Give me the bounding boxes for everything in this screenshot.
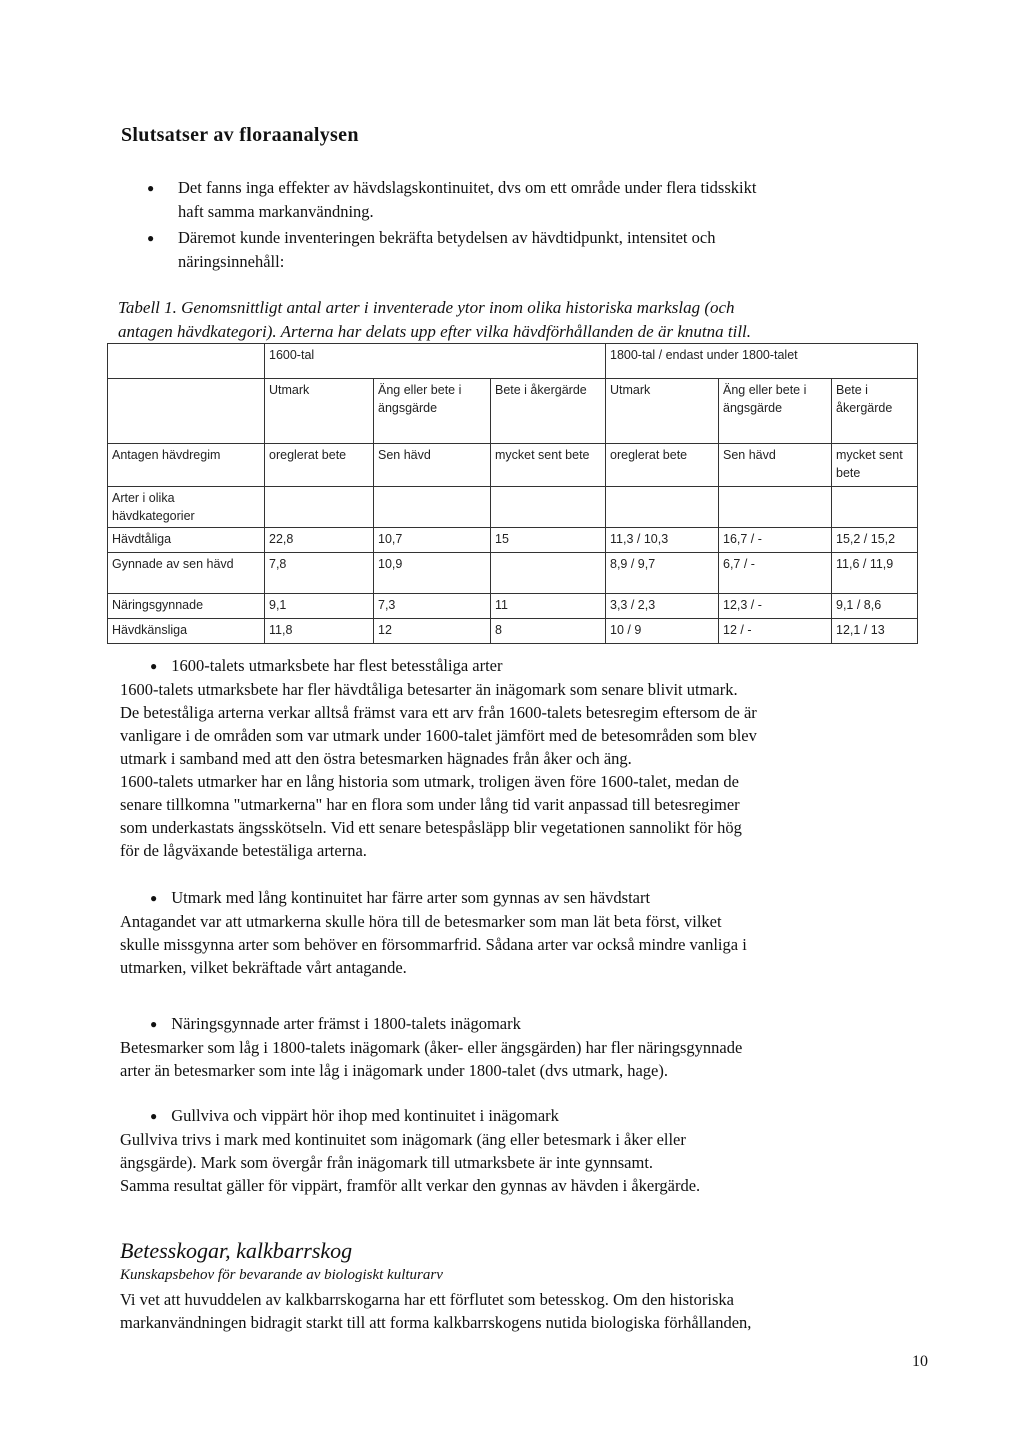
value-cell: 10,7	[374, 528, 491, 553]
value-cell: 15,2 / 15,2	[832, 528, 918, 553]
section-bullet-text: Näringsgynnade arter främst i 1800-talets inägomark	[171, 1014, 521, 1033]
para-line: Gullviva trivs i mark med kontinuitet som inägomark (äng eller betesmark i åker eller	[120, 1130, 686, 1149]
value-cell: 22,8	[265, 528, 374, 553]
section-bullet-1	[150, 654, 503, 678]
bullet-line: näringsinnehåll:	[178, 252, 285, 271]
bullet-dot-icon: ●	[150, 1109, 158, 1123]
empty-cell	[374, 487, 491, 528]
row-label: Arter i olika hävdkategorier	[108, 487, 265, 528]
section-paragraph-1	[120, 678, 910, 862]
value-cell: 9,1	[265, 594, 374, 619]
bullet-dot-icon: ●	[150, 1017, 158, 1031]
value-cell: 6,7 / -	[719, 553, 832, 594]
value-cell: 12 / -	[719, 619, 832, 644]
row-label: Antagen hävdregim	[108, 444, 265, 487]
regime-cell: oreglerat bete	[265, 444, 374, 487]
para-line: utmarken, vilket bekräftade vårt antagande.	[120, 958, 407, 977]
value-cell: 12,3 / -	[719, 594, 832, 619]
corner-cell	[108, 344, 265, 379]
para-line: för de lågväxande betestäliga arterna.	[120, 841, 367, 860]
bullet-line: Det fanns inga effekter av hävdslagskontinuitet, dvs om ett område under flera tidsskikt	[178, 178, 757, 197]
col-head: Utmark	[265, 379, 374, 444]
value-cell: 7,8	[265, 553, 374, 594]
intro-bullet-2	[147, 226, 910, 274]
bullet-dot-icon: ●	[150, 891, 158, 905]
caption-line: antagen hävdkategori). Arterna har delats upp efter vilka hävdförhållanden de är knutna till.	[118, 322, 752, 341]
section-bullet-2	[150, 886, 650, 910]
para-line: som underkastats ängsskötseln. Vid ett senare betespåsläpp blir vegetationen sannolikt för hög	[120, 818, 742, 837]
para-line: senare tillkomna "utmarkerna" har en flora som under lång tid varit anpassad till betesregimer	[120, 795, 740, 814]
section-heading: Slutsatser av floraanalysen	[121, 124, 359, 146]
table-caption	[118, 296, 751, 344]
value-cell: 11	[491, 594, 606, 619]
regime-cell: oreglerat bete	[606, 444, 719, 487]
section-paragraph-4	[120, 1128, 910, 1197]
value-cell: 11,8	[265, 619, 374, 644]
period-1600-header: 1600-tal	[265, 344, 606, 379]
bullet-dot-icon: ●	[147, 181, 155, 195]
row-label: Näringsgynnade	[108, 594, 265, 619]
para-line: markanvändningen bidragit starkt till att forma kalkbarrskogens nutida biologiska förhållanden,	[120, 1313, 752, 1332]
para-line: 1600-talets utmarksbete har fler hävdtåliga betesarter än inägomark som senare blivit utmark.	[120, 680, 738, 699]
value-cell: 8	[491, 619, 606, 644]
empty-cell	[606, 487, 719, 528]
value-cell	[491, 553, 606, 594]
table-row	[108, 619, 918, 644]
empty-cell	[832, 487, 918, 528]
value-cell: 12,1 / 13	[832, 619, 918, 644]
para-line: arter än betesmarker som inte låg i inägomark under 1800-talet (dvs utmark, hage).	[120, 1061, 668, 1080]
section-bullet-4	[150, 1104, 559, 1128]
value-cell: 3,3 / 2,3	[606, 594, 719, 619]
col-head: Bete i åkergärde	[832, 379, 918, 444]
regime-cell: Sen hävd	[719, 444, 832, 487]
para-line: Samma resultat gäller för vippärt, framför allt verkar den gynnas av hävden i åkergärde.	[120, 1176, 701, 1195]
col-head: Äng eller bete i ängsgärde	[374, 379, 491, 444]
empty-cell	[265, 487, 374, 528]
section-bullet-text: Gullviva och vippärt hör ihop med kontinuitet i inägomark	[171, 1106, 559, 1125]
regime-cell: mycket sent bete	[491, 444, 606, 487]
bullet-line: haft samma markanvändning.	[178, 202, 374, 221]
table-row	[108, 553, 918, 594]
subsection-subtitle: Kunskapsbehov för bevarande av biologiskt kulturarv	[120, 1267, 443, 1283]
subsection-title: Betesskogar, kalkbarrskog	[120, 1238, 353, 1263]
value-cell: 8,9 / 9,7	[606, 553, 719, 594]
intro-bullet-1	[147, 176, 910, 224]
value-cell: 10,9	[374, 553, 491, 594]
para-line: Betesmarker som låg i 1800-talets inägomark (åker- eller ängsgärden) har fler näringsgynnade	[120, 1038, 743, 1057]
para-line: Antagandet var att utmarkerna skulle höra till de betesmarker som man lät beta först, vilket	[120, 912, 722, 931]
value-cell: 11,6 / 11,9	[832, 553, 918, 594]
section-paragraph-2	[120, 910, 910, 979]
empty-cell	[719, 487, 832, 528]
row-label: Gynnade av sen hävd	[108, 553, 265, 594]
row-label: Hävdtåliga	[108, 528, 265, 553]
empty-cell	[108, 379, 265, 444]
value-cell: 9,1 / 8,6	[832, 594, 918, 619]
bullet-line: Däremot kunde inventeringen bekräfta betydelsen av hävdtidpunkt, intensitet och	[178, 228, 716, 247]
bullet-dot-icon: ●	[150, 659, 158, 673]
value-cell: 12	[374, 619, 491, 644]
para-line: De beteståliga arterna verkar alltså främst vara ett arv från 1600-talets betesregim eftersom de är	[120, 703, 757, 722]
para-line: vanligare i de områden som var utmark under 1600-talet jämfört med de betesområden som blev	[120, 726, 757, 745]
section-bullet-text: 1600-talets utmarksbete har flest betesståliga arter	[171, 656, 503, 675]
row-label: Hävdkänsliga	[108, 619, 265, 644]
value-cell: 15	[491, 528, 606, 553]
caption-line: Tabell 1. Genomsnittligt antal arter i inventerade ytor inom olika historiska markslag (och	[118, 298, 735, 317]
section-paragraph-3	[120, 1036, 910, 1082]
empty-cell	[491, 487, 606, 528]
page-number: 10	[912, 1353, 928, 1370]
period-1800-header: 1800-tal / endast under 1800-talet	[606, 344, 918, 379]
table-row	[108, 594, 918, 619]
regime-cell: Sen hävd	[374, 444, 491, 487]
section-bullet-3	[150, 1012, 521, 1036]
col-head: Bete i åkergärde	[491, 379, 606, 444]
para-line: skulle missgynna arter som behöver en försommarfrid. Sådana arter var också mindre vanliga i	[120, 935, 747, 954]
para-line: Vi vet att huvuddelen av kalkbarrskogarna har ett förflutet som betesskog. Om den historiska	[120, 1290, 734, 1309]
para-line: utmark i samband med att den östra betesmarken hägnades från åker och äng.	[120, 749, 632, 768]
para-line: 1600-talets utmarker har en lång historia som utmark, troligen även före 1600-talet, medan de	[120, 772, 740, 791]
bullet-dot-icon: ●	[147, 231, 155, 245]
col-head: Utmark	[606, 379, 719, 444]
col-head: Äng eller bete i ängsgärde	[719, 379, 832, 444]
table-row	[108, 528, 918, 553]
value-cell: 11,3 / 10,3	[606, 528, 719, 553]
para-line: ängsgärde). Mark som övergår från inägomark till utmarksbete är inte gynnsamt.	[120, 1153, 654, 1172]
species-table	[107, 343, 918, 644]
value-cell: 7,3	[374, 594, 491, 619]
regime-cell: mycket sent bete	[832, 444, 918, 487]
value-cell: 16,7 / -	[719, 528, 832, 553]
section-bullet-text: Utmark med lång kontinuitet har färre arter som gynnas av sen hävdstart	[171, 888, 651, 907]
value-cell: 10 / 9	[606, 619, 719, 644]
subsection-paragraph	[120, 1288, 910, 1334]
